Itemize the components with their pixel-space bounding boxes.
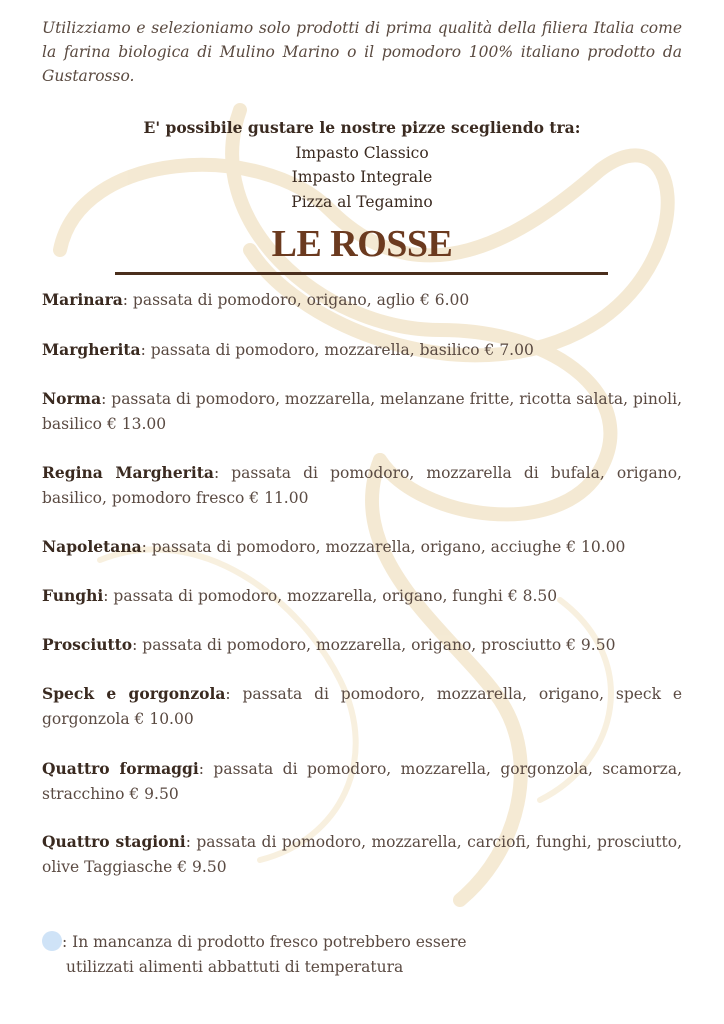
menu-item [42,338,682,363]
section-title: LE ROSSE [271,223,453,265]
option-item: Impasto Classico [295,143,429,162]
pizza-ingredients: : passata di pomodoro, mozzarella, origano, acciughe [141,538,562,556]
pizza-price: € 13.00 [106,414,167,433]
footnote-line: utilizzati alimenti abbattuti di temperatura [66,958,404,976]
option-item: Impasto Integrale [291,168,433,186]
pizza-price: € 9.50 [129,784,179,803]
pizza-name: Marinara [42,290,123,309]
options-lead: E' possibile gustare le nostre pizze scegliendo tra: [143,118,581,137]
pizza-name: Regina Margherita [42,463,214,482]
pizza-price: € 9.50 [177,857,227,876]
footnote-line: : In mancanza di prodotto fresco potrebbero essere [62,933,467,951]
pizza-name: Quattro stagioni [42,832,186,851]
pizza-name: Prosciutto [42,635,133,654]
pizza-price: € 7.00 [484,341,534,359]
dough-options [0,116,724,214]
menu-item [42,535,682,560]
pizza-ingredients: : passata di pomodoro, mozzarella, origano, prosciutto [132,636,562,654]
pizza-ingredients: : passata di pomodoro, mozzarella, carciofi, funghi, prosciutto, olive Taggiasche [42,833,683,876]
pizza-price: € 10.00 [134,709,194,728]
pizza-name: Norma [42,389,102,408]
pizza-price: € 11.00 [249,488,309,507]
pizza-ingredients: : passata di pomodoro, mozzarella, origano, speck e gorgonzola [42,685,682,728]
pizza-name: Funghi [42,586,104,605]
pizza-name: Quattro formaggi [42,759,199,778]
footnote-dot-icon [42,931,62,951]
pizza-ingredients: : passata di pomodoro, mozzarella di bufala, origano, basilico, pomodoro fresco [42,464,682,507]
menu-item [42,682,682,731]
option-item: Pizza al Tegamino [291,192,433,211]
pizza-price: € 6.00 [419,291,470,309]
menu-item [42,633,682,658]
pizza-ingredients: : passata di pomodoro, mozzarella, origano, funghi [103,587,503,605]
menu-item [42,830,682,879]
footnote [42,930,682,980]
pizza-price: € 9.50 [566,636,616,654]
section-divider [115,272,608,275]
menu-item [42,387,682,436]
pizza-name: Napoletana [42,537,142,556]
pizza-ingredients: : passata di pomodoro, mozzarella, basilico [140,341,480,359]
pizza-ingredients: : passata di pomodoro, mozzarella, gorgonzola, scamorza, stracchino [42,760,683,803]
intro-text: Utilizziamo e selezioniamo solo prodotti di prima qualità della filiera Italia come la farina biologica di Mulino Marino o il pomodoro 100% italiano prodotto da Gustarosso. [42,19,682,85]
pizza-price: € 10.00 [566,538,626,556]
menu-item [42,757,682,806]
pizza-ingredients: : passata di pomodoro, mozzarella, melanzane fritte, ricotta salata, pinoli, basilico [42,390,683,433]
menu-item [42,288,682,313]
menu-item [42,461,682,510]
pizza-price: € 8.50 [507,587,558,605]
pizza-name: Speck e gorgonzola [42,684,226,703]
pizza-name: Margherita [42,340,141,359]
menu-item [42,584,682,609]
pizza-ingredients: : passata di pomodoro, origano, aglio [122,291,416,309]
